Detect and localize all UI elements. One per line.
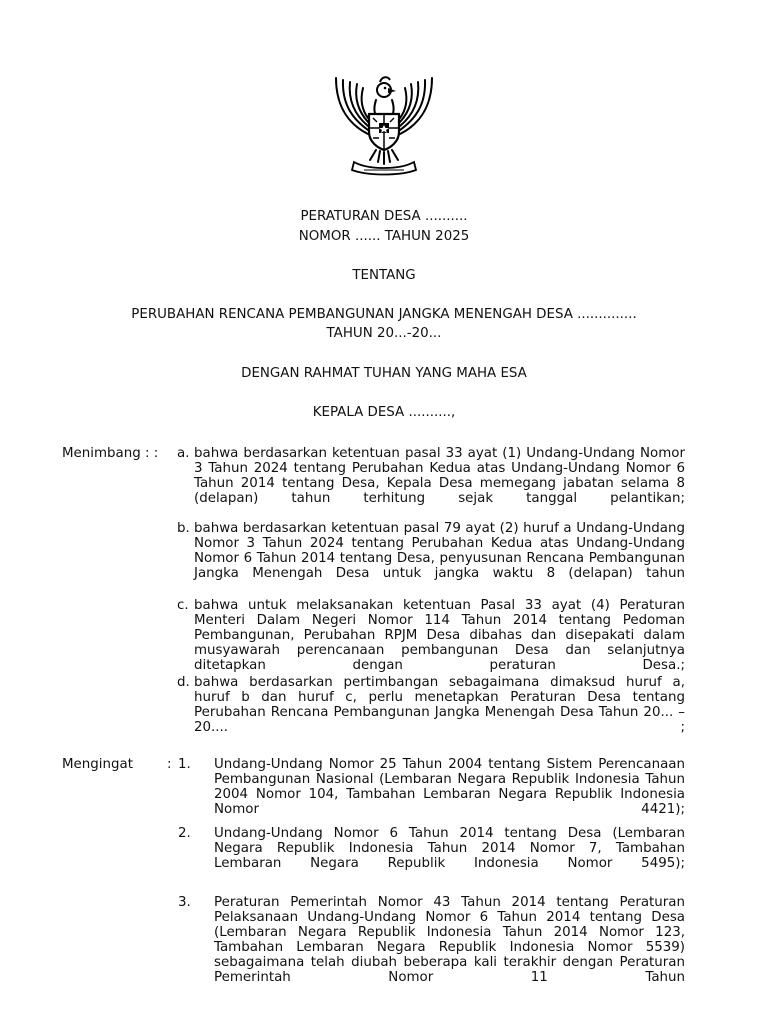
item-marker: b. — [177, 521, 190, 536]
item-marker: c. — [177, 598, 189, 613]
menimbang-item — [177, 675, 685, 735]
item-text: bahwa untuk melaksanakan ketentuan Pasal 33 ayat (4) Peraturan Menteri Dalam Negeri Nomor 114 Tahun 2014 tentang Pedoman Pembangunan, Perubahan RPJM Desa dibahas dan disepakati dalam musyawarah perencanaan pembangunan Desa dan selanjutnya ditetapkan dengan peraturan Desa.; — [194, 598, 685, 673]
menimbang-label: Menimbang : : — [62, 446, 159, 461]
item-text: bahwa berdasarkan pertimbangan sebagaimana dimaksud huruf a, huruf b dan huruf c, perlu menetapkan Peraturan Desa tentang Perubahan Rencana Pembangunan Jangka Menengah Desa Tahun 20... – 20.... ; — [194, 675, 685, 735]
rahmat-line: DENGAN RAHMAT TUHAN YANG MAHA ESA — [241, 366, 527, 381]
item-text: bahwa berdasarkan ketentuan pasal 79 ayat (2) huruf a Undang-Undang Nomor 3 Tahun 2024 tentang Perubahan Kedua atas Undang-Undang Nomor 6 Tahun 2014 tentang Desa, penyusunan Rencana Pembangunan Jangka Menengah Desa untuk jangka waktu 8 (delapan) tahun — [194, 521, 685, 581]
item-marker: d. — [177, 675, 190, 690]
subject-line-1: PERUBAHAN RENCANA PEMBANGUNAN JANGKA MENENGAH DESA .............. — [131, 307, 637, 322]
mengingat-item — [178, 757, 685, 817]
mengingat-item — [178, 895, 685, 1000]
regulation-number: NOMOR ...... TAHUN 2025 — [298, 229, 470, 244]
menimbang-item — [177, 598, 685, 673]
item-text: Undang-Undang Nomor 6 Tahun 2014 tentang Desa (Lembaran Negara Republik Indonesia Tahun 2014 Nomor 7, Tambahan Lembaran Negara Republik Indonesia Nomor 5495); — [214, 826, 685, 871]
menimbang-item — [177, 521, 685, 596]
item-marker: 3. — [178, 895, 191, 910]
tentang-heading: TENTANG — [352, 268, 416, 283]
item-text: bahwa berdasarkan ketentuan pasal 33 ayat (1) Undang-Undang Nomor 3 Tahun 2024 tentang Perubahan Kedua atas Undang-Undang Nomor 6 Tahun 2014 tentang Desa, Kepala Desa memegang jabatan selama 8 (delapan) tahun terhitung sejak tanggal pelantikan; — [194, 446, 685, 506]
item-text: Undang-Undang Nomor 25 Tahun 2004 tentang Sistem Perencanaan Pembangunan Nasional (Lembaran Negara Republik Indonesia Tahun 2004 Nomor 104, Tambahan Lembaran Negara Republik Indonesia Nomor 4421); — [214, 757, 685, 817]
regulation-title: PERATURAN DESA .......... — [300, 209, 468, 224]
mengingat-label: Mengingat — [62, 757, 133, 772]
item-text: Peraturan Pemerintah Nomor 43 Tahun 2014 tentang Peraturan Pelaksanaan Undang-Undang Nomor 6 Tahun 2014 tentang Desa (Lembaran Negara Republik Indonesia Tahun 2014 Nomor 123, Tambahan Lembaran Negara Republik Indonesia Nomor 5539) sebagaimana telah diubah beberapa kali terakhir dengan Peraturan Pemerintah Nomor 11 Tahun — [214, 895, 685, 985]
mengingat-colon: : — [167, 757, 172, 772]
item-marker: 1. — [178, 757, 191, 772]
item-marker: 2. — [178, 826, 191, 841]
kepala-desa-line: KEPALA DESA .........., — [312, 405, 456, 420]
item-marker: a. — [177, 446, 190, 461]
mengingat-item — [178, 826, 685, 886]
subject-line-2: TAHUN 20...-20... — [326, 326, 442, 341]
garuda-emblem-icon — [328, 70, 440, 178]
menimbang-item — [177, 446, 685, 521]
